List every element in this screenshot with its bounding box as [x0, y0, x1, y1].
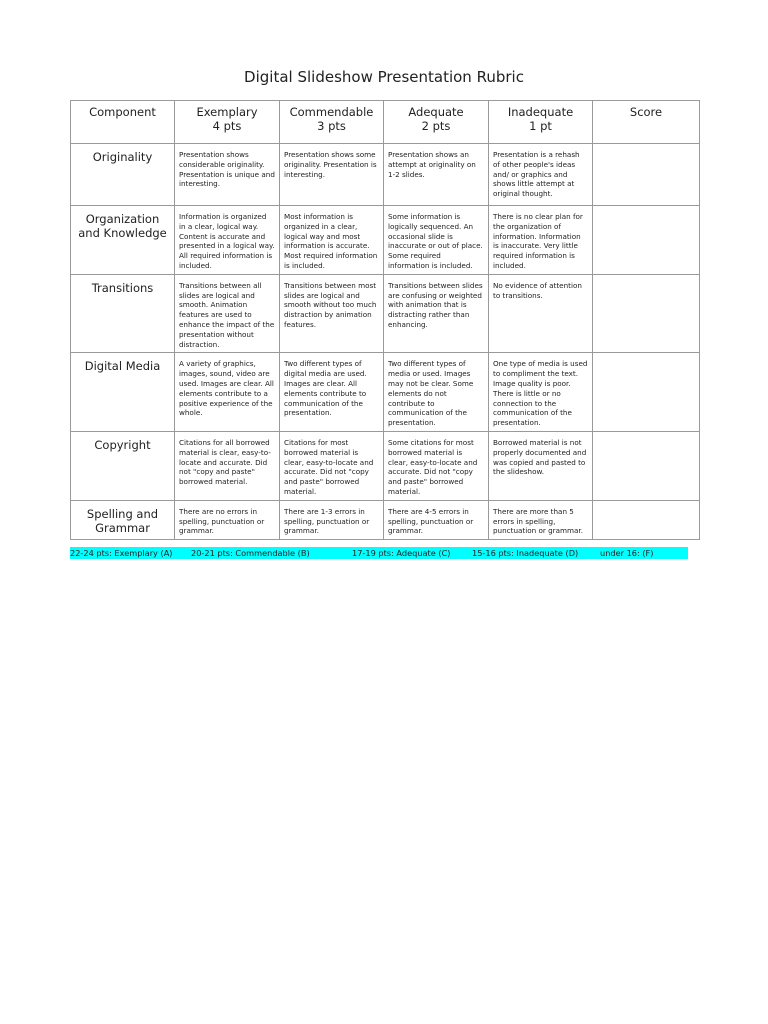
grade-c: 17-19 pts: Adequate (C) [352, 548, 451, 558]
criteria-exemplary: A variety of graphics, images, sound, video are used. Images are clear. All elements contribute to a positive experience of the whole. [175, 353, 280, 432]
criteria-inadequate: There are more than 5 errors in spelling, punctuation or grammar. [489, 500, 593, 539]
criteria-commendable: There are 1-3 errors in spelling, punctuation or grammar. [280, 500, 384, 539]
criteria-adequate: There are 4-5 errors in spelling, punctuation or grammar. [384, 500, 489, 539]
header-adequate [384, 101, 489, 144]
criteria-adequate: Two different types of media or used. Images may not be clear. Some elements do not contribute to communication of the presentation. [384, 353, 489, 432]
header-name: Adequate [408, 105, 464, 119]
criteria-exemplary: Presentation shows considerable originality. Presentation is unique and interesting. [175, 144, 280, 206]
header-commendable [280, 101, 384, 144]
score-cell[interactable] [593, 144, 700, 206]
score-cell[interactable] [593, 353, 700, 432]
grade-f: under 16: (F) [600, 548, 654, 558]
criteria-exemplary: Transitions between all slides are logical and smooth. Animation features are used to enhance the impact of the presentation without distraction. [175, 274, 280, 353]
criteria-exemplary: There are no errors in spelling, punctuation or grammar. [175, 500, 280, 539]
criteria-adequate: Transitions between slides are confusing or weighted with animation that is distracting rather than enhancing. [384, 274, 489, 353]
header-name: Exemplary [196, 105, 258, 119]
table-row-transitions [71, 274, 700, 353]
component-label: Transitions [71, 274, 175, 353]
criteria-inadequate: Borrowed material is not properly documented and was copied and pasted to the slideshow. [489, 431, 593, 500]
criteria-adequate: Some citations for most borrowed material is clear, easy-to-locate and accurate. Did not "copy and paste" borrowed material. [384, 431, 489, 500]
header-points: 4 pts [212, 119, 242, 133]
header-inadequate [489, 101, 593, 144]
header-exemplary [175, 101, 280, 144]
grading-scale [70, 547, 688, 559]
criteria-inadequate: No evidence of attention to transitions. [489, 274, 593, 353]
header-name: Component [89, 105, 156, 119]
component-label: Organization and Knowledge [71, 206, 175, 275]
table-row-copyright [71, 431, 700, 500]
score-cell[interactable] [593, 274, 700, 353]
header-points: 2 pts [421, 119, 451, 133]
header-row [71, 101, 700, 144]
criteria-inadequate: There is no clear plan for the organization of information. Information is inaccurate. Very little required information is included. [489, 206, 593, 275]
score-cell[interactable] [593, 500, 700, 539]
page-title: Digital Slideshow Presentation Rubric [244, 68, 524, 86]
header-name: Commendable [289, 105, 374, 119]
score-cell[interactable] [593, 431, 700, 500]
rubric-table [70, 100, 700, 540]
header-name: Score [629, 105, 663, 119]
criteria-adequate: Some information is logically sequenced. An occasional slide is inaccurate or out of place. Some required information is included. [384, 206, 489, 275]
table-row-digital-media [71, 353, 700, 432]
table-row-spelling [71, 500, 700, 539]
criteria-commendable: Citations for most borrowed material is clear, easy-to-locate and accurate. Did not "copy and paste" borrowed material. [280, 431, 384, 500]
component-label: Digital Media [71, 353, 175, 432]
header-points: 3 pts [317, 119, 346, 133]
grade-d: 15-16 pts: Inadequate (D) [472, 548, 579, 558]
criteria-inadequate: One type of media is used to compliment the text. Image quality is poor. There is little or no connection to the communication of the presentation. [489, 353, 593, 432]
header-name: Inadequate [507, 105, 574, 119]
criteria-commendable: Most information is organized in a clear, logical way and most information is accurate. Most required information is included. [280, 206, 384, 275]
criteria-commendable: Transitions between most slides are logical and smooth without too much distraction by animation features. [280, 274, 384, 353]
header-points: 1 pt [529, 119, 552, 133]
header-score [593, 101, 700, 144]
header-component [71, 101, 175, 144]
score-cell[interactable] [593, 206, 700, 275]
criteria-adequate: Presentation shows an attempt at originality on 1-2 slides. [384, 144, 489, 206]
criteria-commendable: Two different types of digital media are used. Images are clear. All elements contribute to communication of the presentation. [280, 353, 384, 432]
table-row-originality [71, 144, 700, 206]
criteria-commendable: Presentation shows some originality. Presentation is interesting. [280, 144, 384, 206]
grade-b: 20-21 pts: Commendable (B) [191, 548, 310, 558]
criteria-exemplary: Citations for all borrowed material is clear, easy-to-locate and accurate. Did not "copy and paste" borrowed material. [175, 431, 280, 500]
component-label: Spelling and Grammar [71, 500, 175, 539]
criteria-exemplary: Information is organized in a clear, logical way. Content is accurate and presented in a logical way. All required information is included. [175, 206, 280, 275]
component-label: Copyright [71, 431, 175, 500]
component-label: Originality [71, 144, 175, 206]
grade-a: 22-24 pts: Exemplary (A) [70, 548, 173, 558]
table-row-organization [71, 206, 700, 275]
criteria-inadequate: Presentation is a rehash of other people's ideas and/ or graphics and shows little attempt at original thought. [489, 144, 593, 206]
